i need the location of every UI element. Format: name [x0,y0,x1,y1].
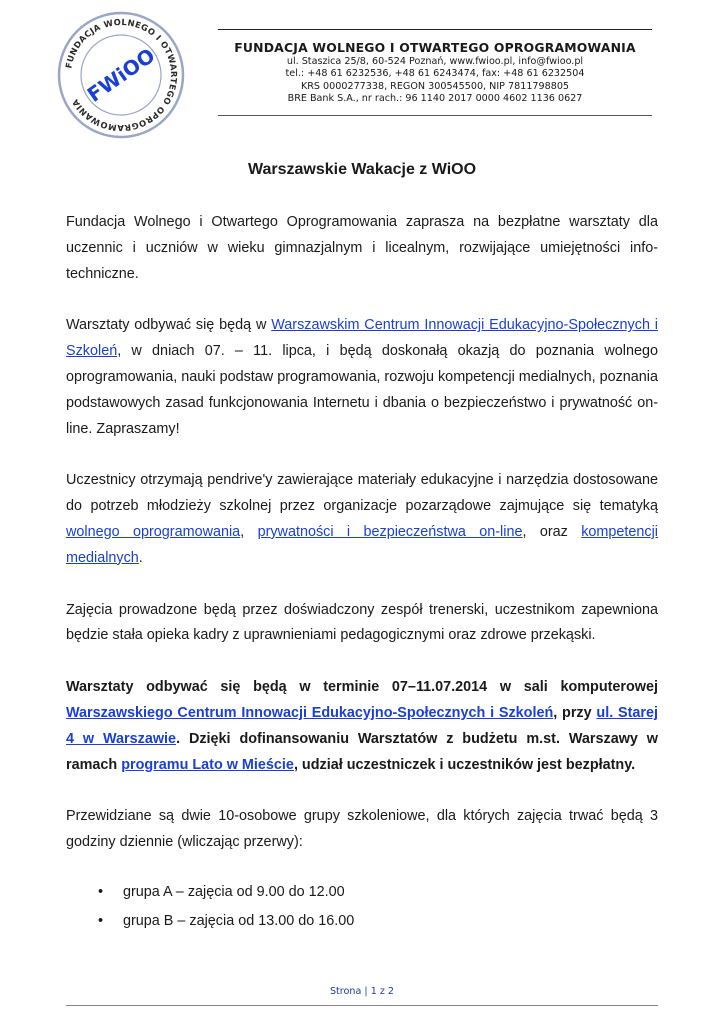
page-number: Strona | 1 z 2 [329,986,395,997]
paragraph-materials [66,468,658,571]
text-span: , oraz [522,523,582,540]
paragraph-groups: Przewidziane są dwie 10-osobowe grupy szkoleniowe, dla których zajęcia trwać będą 3 godziny dziennie (wliczając przerwy): [66,808,658,851]
link-address[interactable]: ul. Starej 4 w Warszawie [66,704,658,747]
link-wcies[interactable]: Warszawskim Centrum Innowacji Edukacyjno-Społecznych i Szkoleń [66,317,658,360]
foundation-logo [56,10,186,140]
footer-rule [66,1005,658,1006]
logo-center-text: FWiOO [82,43,160,107]
paragraph-intro: Fundacja Wolnego i Otwartego Oprogramowania zaprasza na bezpłatne warsztaty dla uczennic i uczniów w wieku gimnazjalnym i licealnym, rozwijające umiejętności info-techniczne. [66,214,658,282]
document-body [66,156,658,936]
organization-phones: tel.: +48 61 6232536, +48 61 6243474, fax: +48 61 6232504 [285,68,585,80]
text-span: , [240,523,258,540]
organization-bank: BRE Bank S.A., nr rach.: 96 1140 2017 0000 4602 1136 0627 [287,93,583,105]
text-span: , w dniach 07. – 11. lipca, i będą doskonałą okazją do poznania wolnego oprogramowania, nauki podstaw programowania, rozwoju kompetencji medialnych, poznania podstawowych zasad funkcjonowania Internetu i dbania o bezpieczeństwo i prywatność on-line. Zapraszamy! [66,343,658,437]
text-span: , udział uczestniczek i uczestników jest bezpłatny. [293,756,636,773]
text-span: , przy [553,704,597,721]
paragraph-dates [66,675,658,778]
letterhead-top-rule [218,29,652,30]
groups-list [66,878,658,936]
letterhead-bottom-rule [218,115,652,116]
link-media-competence[interactable]: kompetencji medialnych [66,523,659,566]
text-span: . Dzięki dofinansowaniu Warsztatów z budżetu m.st. Warszawy w ramach [66,730,659,773]
letterhead [218,40,652,106]
list-item: • grupa B – zajęcia od 13.00 do 16.00 [66,907,658,936]
link-free-software[interactable]: wolnego oprogramowania [66,523,241,540]
organization-name: FUNDACJA WOLNEGO I OTWARTEGO OPROGRAMOWANIA [234,40,636,55]
link-wcies-bold[interactable]: Warszawskiego Centrum Innowacji Edukacyjno-Społecznych i Szkoleń [66,704,554,721]
organization-address: ul. Staszica 25/8, 60-524 Poznań, www.fwioo.pl, info@fwioo.pl [286,56,584,67]
list-item: • grupa A – zajęcia od 9.00 do 12.00 [66,878,658,907]
text-span: Warsztaty odbywać się będą w terminie 07–11.07.2014 w sali komputerowej [66,679,658,696]
logo-ring-text: FUNDACJA WOLNEGO I OTWARTEGO OPROGRAMOWANIA [63,16,180,134]
text-span: . [138,549,143,566]
organization-registry: KRS 0000277338, REGON 300545500, NIP 7811798805 [300,80,570,92]
document-title: Warszawskie Wakacje z WiOO [247,161,477,178]
paragraph-trainers: Zajęcia prowadzone będą przez doświadczony zespół trenerski, uczestnikom zapewniona będzie stała opieka kadry z uprawnieniami pedagogicznymi oraz zdrowe przekąski. [66,601,658,644]
text-span: Uczestnicy otrzymają pendrive'y zawierające materiały edukacyjne i narzędzia dostosowane do potrzeb młodzieży szkolnej przez organizacje pozarządowe zajmujące się tematyką [66,472,658,515]
link-privacy-security[interactable]: prywatności i bezpieczeństwa on-line [257,523,523,540]
paragraph-venue [66,313,658,442]
link-lato-w-miescie[interactable]: programu Lato w Mieście [121,756,294,773]
text-span: Warsztaty odbywać się będą w [66,317,272,334]
